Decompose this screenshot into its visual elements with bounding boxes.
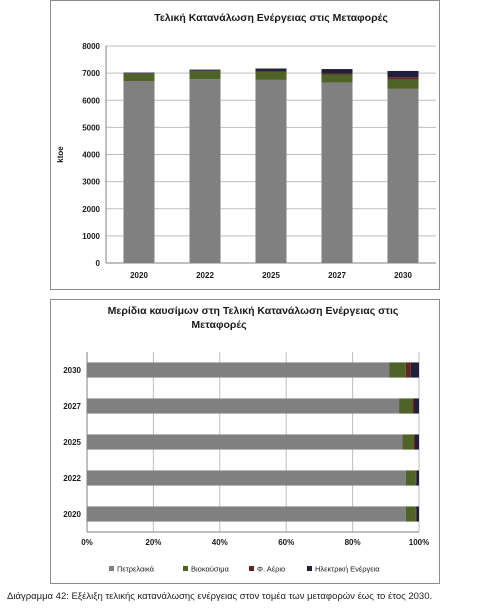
- y-tick-label: 0: [95, 259, 100, 268]
- bar-biofuels-2020: [123, 74, 154, 81]
- legend-item-electric: [307, 565, 380, 574]
- x-tick-label: 60%: [278, 538, 295, 547]
- bar-biofuels-2025: [255, 71, 286, 79]
- bar-gas-2027: [321, 73, 352, 74]
- x-tick-label: 80%: [344, 538, 361, 547]
- legend-item-gas: [249, 565, 285, 574]
- bar-gas-2022: [416, 470, 417, 485]
- x-tick-label: 20%: [145, 538, 162, 547]
- chart-title-line: Μεταφορές: [191, 319, 247, 331]
- bar-biofuels-2020: [406, 506, 416, 521]
- y-tick-label: 2030: [63, 366, 81, 375]
- legend-swatch-gas: [249, 566, 254, 571]
- x-tick-label: 2020: [130, 271, 148, 280]
- bar-electric-2022: [416, 470, 419, 485]
- legend-item-petroleum: [109, 565, 155, 574]
- bar-biofuels-2027: [399, 398, 412, 413]
- x-tick-label: 2027: [328, 271, 346, 280]
- chart-title-line: Μερίδια καυσίμων στη Τελική Κατανάλωση Ενέργειας στις: [107, 305, 399, 317]
- legend-label-electric: Ηλεκτρική Ενέργεια: [315, 564, 380, 574]
- fuel-shares-svg: [51, 300, 441, 585]
- y-tick-label: 2020: [63, 510, 81, 519]
- bar-gas-2030: [406, 362, 411, 377]
- legend-label-gas: Φ. Αέριο: [257, 564, 286, 574]
- chart-fuel-shares: [50, 299, 440, 584]
- bar-gas-2020: [416, 506, 417, 521]
- y-tick-label: 7000: [82, 69, 100, 79]
- total-consumption-svg: [51, 1, 441, 291]
- bar-electric-2030: [387, 71, 418, 77]
- figure-caption: Διάγραμμα 42: Εξέλιξη τελικής κατανάλωσης ενέργειας στον τομέα των μεταφορών έως το έτος 2030.: [7, 591, 433, 602]
- bar-electric-2030: [411, 362, 419, 377]
- bar-electric-2025: [255, 69, 286, 71]
- x-tick-label: 100%: [408, 538, 430, 547]
- y-tick-label: 1000: [82, 231, 100, 241]
- y-tick-label: 4000: [82, 150, 100, 160]
- y-tick-label: 2000: [82, 204, 100, 214]
- y-tick-label: 5000: [82, 123, 100, 133]
- bar-biofuels-2022: [189, 71, 220, 79]
- bar-electric-2027: [414, 398, 419, 413]
- x-tick-label: 2030: [394, 271, 412, 280]
- legend-swatch-biofuels: [183, 566, 188, 571]
- legend-swatch-petroleum: [109, 566, 114, 571]
- y-tick-label: 8000: [82, 42, 100, 51]
- bar-biofuels-2030: [387, 80, 418, 89]
- bar-petroleum-2022: [87, 470, 406, 485]
- bar-electric-2022: [189, 70, 220, 71]
- bar-petroleum-2025: [255, 80, 286, 263]
- bar-petroleum-2025: [87, 434, 402, 449]
- legend-label-biofuels: Βιοκαύσιμα: [191, 564, 229, 574]
- chart-total-consumption: [50, 0, 440, 290]
- bar-gas-2027: [412, 398, 414, 413]
- legend-label-petroleum: Πετρελαικά: [117, 564, 154, 574]
- bar-biofuels-2027: [321, 74, 352, 82]
- y-axis-label: ktoe: [56, 146, 65, 163]
- y-tick-label: 3000: [82, 177, 100, 187]
- bar-biofuels-2022: [406, 470, 416, 485]
- bar-petroleum-2027: [321, 83, 352, 263]
- y-tick-label: 2025: [63, 438, 81, 447]
- legend-swatch-electric: [307, 566, 312, 571]
- bar-biofuels-2025: [402, 434, 414, 449]
- y-tick-label: 6000: [82, 96, 100, 106]
- x-tick-label: 2022: [196, 271, 214, 280]
- legend-item-biofuels: [183, 565, 230, 574]
- bar-petroleum-2030: [387, 89, 418, 263]
- bar-electric-2020: [416, 506, 419, 521]
- y-tick-label: 2022: [63, 474, 81, 483]
- x-tick-label: 40%: [211, 538, 228, 547]
- x-tick-label: 0%: [81, 538, 93, 547]
- bar-gas-2030: [387, 77, 418, 79]
- bar-petroleum-2030: [87, 362, 389, 377]
- y-tick-label: 2027: [63, 402, 81, 411]
- bar-petroleum-2020: [123, 81, 154, 263]
- x-tick-label: 2025: [262, 271, 280, 280]
- bar-petroleum-2020: [87, 506, 406, 521]
- bar-gas-2025: [414, 434, 415, 449]
- bar-biofuels-2030: [389, 362, 406, 377]
- bar-electric-2027: [321, 69, 352, 73]
- bar-electric-2025: [415, 434, 419, 449]
- bar-electric-2020: [123, 73, 154, 74]
- bar-gas-2025: [255, 71, 286, 72]
- bar-petroleum-2027: [87, 398, 399, 413]
- bar-petroleum-2022: [189, 79, 220, 263]
- chart-title: Τελική Κατανάλωση Ενέργειας στις Μεταφορές: [154, 12, 388, 24]
